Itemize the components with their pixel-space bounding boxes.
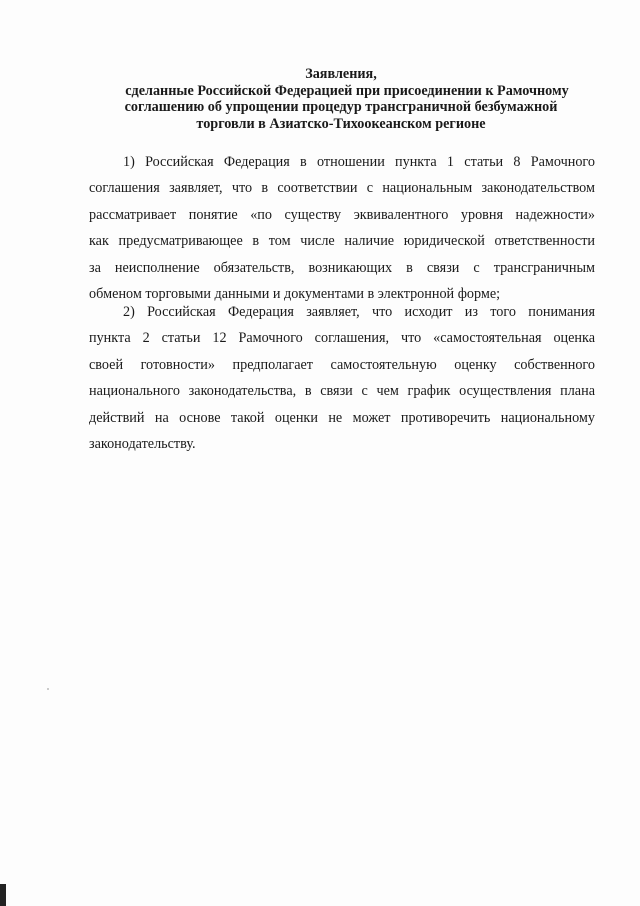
document-heading (60, 66, 622, 132)
paragraph-1 (89, 149, 595, 307)
scan-edge-mark (0, 884, 6, 906)
paragraph-2 (89, 299, 595, 457)
paragraph-2-line: законодательству. (89, 435, 196, 452)
paragraph-2-line: своей готовности» предполагает самостоятельную оценку собственного (89, 356, 595, 373)
heading-line-1: Заявления, (305, 66, 377, 82)
paragraph-2-line: действий на основе такой оценки не может противоречить национальному (89, 409, 595, 426)
heading-line-2: сделанные Российской Федерацией при присоединении к Рамочному (125, 82, 569, 99)
paragraph-2-line: пункта 2 статьи 12 Рамочного соглашения, что «самостоятельная оценка (89, 330, 595, 347)
heading-line-3: соглашению об упрощении процедур трансграничной безбумажной (124, 99, 558, 115)
paragraph-2-line: национального законодательства, в связи с чем график осуществления плана (89, 383, 595, 400)
scan-speck (47, 688, 49, 690)
paragraph-1-line: как предусматривающее в том числе наличие юридической ответственности (89, 233, 595, 250)
paragraph-1-line: 1) Российская Федерация в отношении пункта 1 статьи 8 Рамочного (123, 154, 595, 170)
paragraph-1-line: за неисполнение обязательств, возникающих в связи с трансграничным (89, 259, 595, 276)
paragraph-1-line: соглашения заявляет, что в соответствии с национальным законодательством (89, 180, 595, 197)
paragraph-2-line: 2) Российская Федерация заявляет, что исходит из того понимания (123, 304, 595, 320)
paragraph-1-line: обменом торговыми данными и документами в электронной форме; (89, 285, 501, 302)
paragraph-1-line: рассматривает понятие «по существу эквивалентного уровня надежности» (89, 206, 595, 223)
heading-line-4: торговли в Азиатско-Тихоокеанском регионе (196, 115, 486, 132)
